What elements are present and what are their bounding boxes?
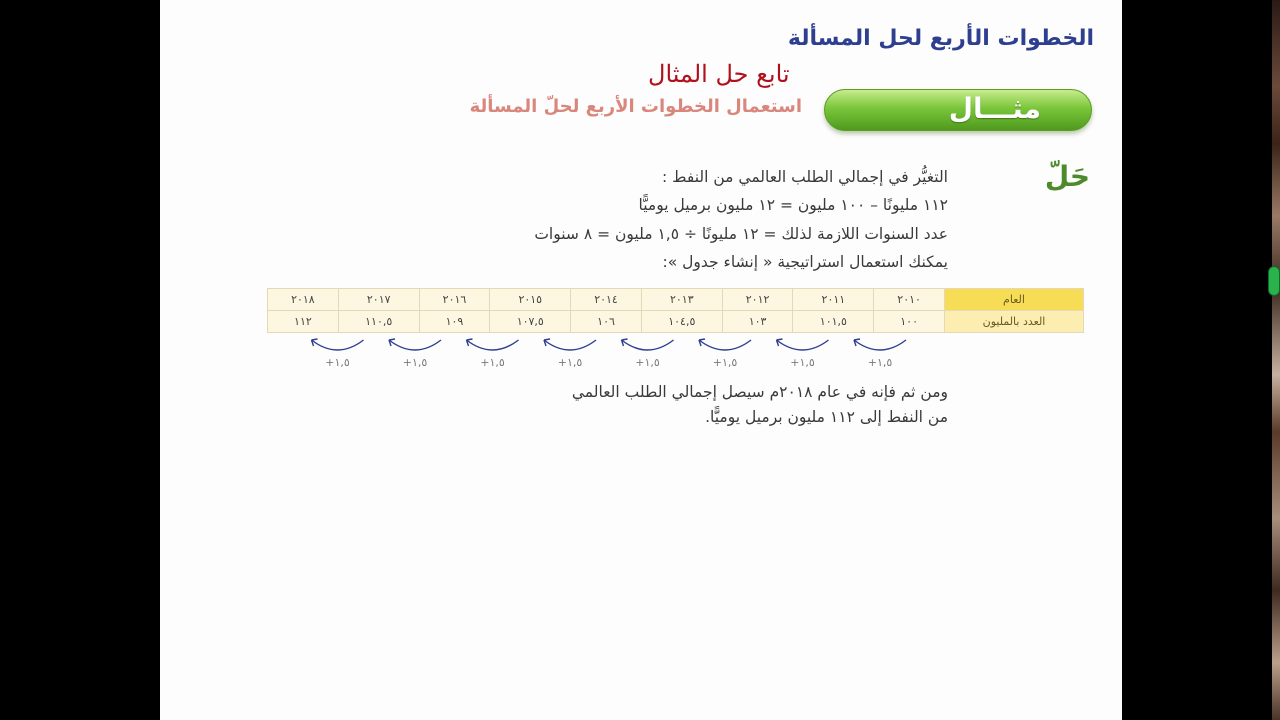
table-cell-value: ١٠٤,٥ bbox=[641, 311, 722, 333]
increment-label: +١,٥ bbox=[480, 356, 505, 369]
arc-arrow-icon bbox=[854, 340, 906, 350]
increment-arc bbox=[312, 339, 364, 369]
example-badge bbox=[824, 89, 1092, 131]
increment-label: +١,٥ bbox=[325, 356, 350, 369]
table-cell-year: ٢٠١٥ bbox=[490, 289, 571, 311]
increment-label: +١,٥ bbox=[790, 356, 815, 369]
table-cell-year: ٢٠١٧ bbox=[338, 289, 419, 311]
background-photo-strip bbox=[1272, 0, 1280, 720]
solution-line-4: يمكنك استعمال استراتيجية « إنشاء جدول »: bbox=[662, 253, 948, 271]
increment-label: +١,٥ bbox=[557, 356, 583, 369]
increment-label: +١,٥ bbox=[712, 356, 738, 369]
increment-label: +١,٥ bbox=[402, 356, 428, 369]
increment-arc bbox=[389, 339, 441, 369]
table-cell-value: ١٠٩ bbox=[419, 311, 490, 333]
row-header-year: العام bbox=[945, 289, 1084, 311]
example-subtitle: استعمال الخطوات الأربع لحلّ المسألة bbox=[469, 96, 802, 117]
table-cell-value: ١١٢ bbox=[268, 311, 339, 333]
table-cell-year: ٢٠١٨ bbox=[268, 289, 339, 311]
table-row-years bbox=[268, 289, 1084, 311]
solution-line-1: التغيُّر في إجمالي الطلب العالمي من النفط : bbox=[662, 168, 948, 186]
textbook-page bbox=[160, 0, 1122, 720]
table-cell-value: ١٠١,٥ bbox=[793, 311, 874, 333]
increment-arrows bbox=[300, 336, 940, 372]
table-cell-value: ١٠٠ bbox=[874, 311, 945, 333]
arc-arrow-icon bbox=[622, 340, 674, 350]
table-cell-year: ٢٠١٤ bbox=[571, 289, 642, 311]
table-cell-year: ٢٠١١ bbox=[793, 289, 874, 311]
table-cell-value: ١١٠,٥ bbox=[338, 311, 419, 333]
table-cell-value: ١٠٧,٥ bbox=[490, 311, 571, 333]
row-header-count: العدد بالمليون bbox=[945, 311, 1084, 333]
increment-arc bbox=[699, 339, 751, 369]
continue-example-label: تابع حل المثال bbox=[648, 60, 790, 88]
solution-line-3: عدد السنوات اللازمة لذلك = ١٢ مليونًا ÷ ١,٥ مليون = ٨ سنوات bbox=[534, 225, 948, 243]
increment-label: +١,٥ bbox=[867, 356, 893, 369]
table-cell-year: ٢٠١٠ bbox=[874, 289, 945, 311]
conclusion-line-2: من النفط إلى ١١٢ مليون برميل يوميًّا. bbox=[705, 408, 948, 426]
increment-arc bbox=[777, 339, 829, 369]
solution-label: حَلّ bbox=[1044, 160, 1090, 193]
arc-arrow-icon bbox=[777, 340, 829, 350]
table-cell-value: ١٠٣ bbox=[722, 311, 793, 333]
arc-arrow-icon bbox=[467, 340, 519, 350]
increment-arc bbox=[544, 339, 596, 369]
table-cell-year: ٢٠١٦ bbox=[419, 289, 490, 311]
example-badge-label: مثـــال bbox=[948, 92, 1041, 125]
table-cell-year: ٢٠١٢ bbox=[722, 289, 793, 311]
green-indicator-icon bbox=[1268, 266, 1280, 296]
increment-label: +١,٥ bbox=[635, 356, 660, 369]
demand-table bbox=[267, 288, 1084, 333]
table-cell-value: ١٠٦ bbox=[571, 311, 642, 333]
increment-arc bbox=[854, 339, 906, 369]
page-header-title: الخطوات الأربع لحل المسألة bbox=[787, 26, 1094, 51]
arc-arrow-icon bbox=[389, 340, 441, 350]
arc-arrow-icon bbox=[312, 340, 364, 350]
increment-arc bbox=[622, 339, 674, 369]
table-cell-year: ٢٠١٣ bbox=[641, 289, 722, 311]
solution-line-2: ١١٢ مليونًا – ١٠٠ مليون = ١٢ مليون برميل يوميًّا bbox=[638, 196, 948, 214]
conclusion-line-1: ومن ثم فإنه في عام ٢٠١٨م سيصل إجمالي الطلب العالمي bbox=[571, 383, 948, 401]
arc-arrow-icon bbox=[544, 340, 596, 350]
arc-arrow-icon bbox=[699, 340, 751, 350]
increment-arc bbox=[467, 339, 519, 369]
table-row-values bbox=[268, 311, 1084, 333]
